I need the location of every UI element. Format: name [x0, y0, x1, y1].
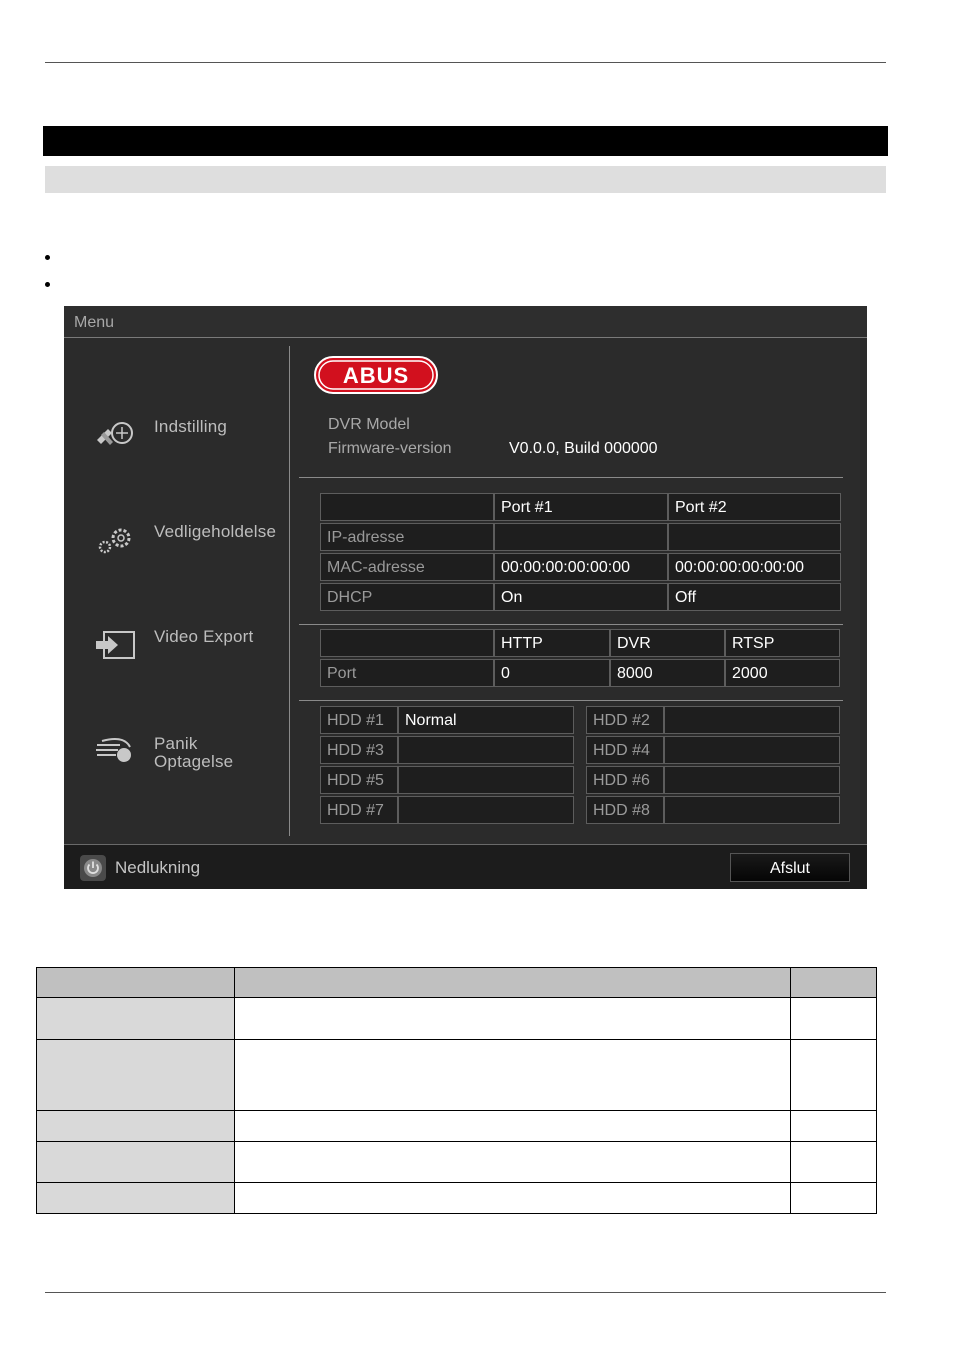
network-header-port1: Port #1 [494, 493, 668, 521]
sidebar-item-settings[interactable] [94, 418, 227, 452]
table-cell [235, 1142, 791, 1183]
table-label-cell [37, 1142, 235, 1183]
sidebar-item-label: Video Export [154, 627, 254, 646]
ports-header-http: HTTP [494, 629, 610, 657]
network-row-label: DHCP [320, 583, 494, 611]
ports-header-dvr: DVR [610, 629, 725, 657]
window-title: Menu [74, 314, 115, 331]
sidebar-item-label: Indstilling [154, 417, 228, 436]
bottom-rule [45, 1292, 886, 1293]
hdd-label: HDD #2 [586, 706, 664, 734]
hdd-status [664, 706, 840, 734]
hdd-label: HDD #3 [320, 736, 398, 764]
sidebar-item-video-export[interactable] [94, 628, 253, 662]
port-rtsp-value: 2000 [725, 659, 840, 687]
hdd-label: HDD #4 [586, 736, 664, 764]
table-row [37, 1183, 877, 1214]
sidebar-item-maintenance[interactable] [94, 523, 276, 557]
subsection-heading-bar [45, 166, 886, 193]
table-header-row [37, 968, 877, 998]
table-row [37, 1111, 877, 1142]
ip-port2 [668, 523, 841, 551]
hdd-status [664, 736, 840, 764]
bullet-point [45, 255, 50, 260]
svg-text:ABUS: ABUS [342, 363, 410, 388]
network-header-port2: Port #2 [668, 493, 841, 521]
ports-header-rtsp: RTSP [725, 629, 840, 657]
section-heading-bar [43, 126, 888, 156]
table-row [37, 1040, 877, 1111]
mac-port1: 00:00:00:00:00:00 [494, 553, 668, 581]
sidebar-divider [289, 346, 290, 836]
table-label-cell [37, 998, 235, 1040]
hdd-label: HDD #7 [320, 796, 398, 824]
sidebar-item-panic-recording[interactable] [94, 735, 233, 771]
network-row-label: IP-adresse [320, 523, 494, 551]
hdd-label: HDD #1 [320, 706, 398, 734]
dhcp-port1: On [494, 583, 668, 611]
hdd-label: HDD #5 [320, 766, 398, 794]
window-title-bar [64, 306, 867, 338]
export-icon [94, 628, 138, 662]
shutdown-button[interactable] [80, 855, 200, 881]
hdd-status: Normal [398, 706, 574, 734]
dvr-footer [64, 844, 867, 889]
network-header-empty [320, 493, 494, 521]
shutdown-label: Nedlukning [115, 858, 201, 877]
ports-header-empty [320, 629, 494, 657]
gears-icon [94, 523, 138, 557]
power-icon [80, 855, 106, 881]
firmware-label: Firmware-version [328, 440, 452, 457]
table-cell [235, 1111, 791, 1142]
table-cell [235, 998, 791, 1040]
hdd-status [398, 736, 574, 764]
table-label-cell [37, 1040, 235, 1111]
hdd-status [398, 796, 574, 824]
table-label-cell [37, 1183, 235, 1214]
hdd-label: HDD #8 [586, 796, 664, 824]
table-cell [791, 1183, 877, 1214]
table-header-cell [791, 968, 877, 998]
separator [299, 624, 843, 625]
bullet-point [45, 282, 50, 287]
sidebar-item-label-line2: Optagelse [154, 752, 234, 771]
table-label-cell [37, 1111, 235, 1142]
dvr-menu-screen [64, 306, 867, 888]
exit-button[interactable]: Afslut [730, 853, 850, 882]
ip-port1 [494, 523, 668, 551]
description-table [36, 967, 877, 1214]
network-row-label: MAC-adresse [320, 553, 494, 581]
table-cell [235, 1183, 791, 1214]
hdd-status [398, 766, 574, 794]
sidebar-item-label: Panik [154, 734, 198, 753]
mac-port2: 00:00:00:00:00:00 [668, 553, 841, 581]
table-cell [235, 1040, 791, 1111]
table-row [37, 1142, 877, 1183]
table-cell [791, 1111, 877, 1142]
tools-icon [94, 418, 138, 452]
separator [299, 700, 843, 701]
abus-logo [314, 356, 438, 394]
table-header-cell [235, 968, 791, 998]
table-cell [791, 1040, 877, 1111]
table-header-cell [37, 968, 235, 998]
table-cell [791, 998, 877, 1040]
separator [299, 477, 843, 478]
table-cell [791, 1142, 877, 1183]
hdd-label: HDD #6 [586, 766, 664, 794]
port-dvr-value: 8000 [610, 659, 725, 687]
hdd-status [664, 796, 840, 824]
dhcp-port2: Off [668, 583, 841, 611]
hdd-status [664, 766, 840, 794]
sidebar-item-label: Vedligeholdelse [154, 522, 277, 541]
table-row [37, 998, 877, 1040]
top-rule [45, 62, 886, 63]
dvr-model-label: DVR Model [328, 416, 410, 433]
record-icon [94, 735, 138, 769]
firmware-value: V0.0.0, Build 000000 [509, 440, 658, 457]
ports-row-label: Port [320, 659, 494, 687]
port-http-value: 0 [494, 659, 610, 687]
